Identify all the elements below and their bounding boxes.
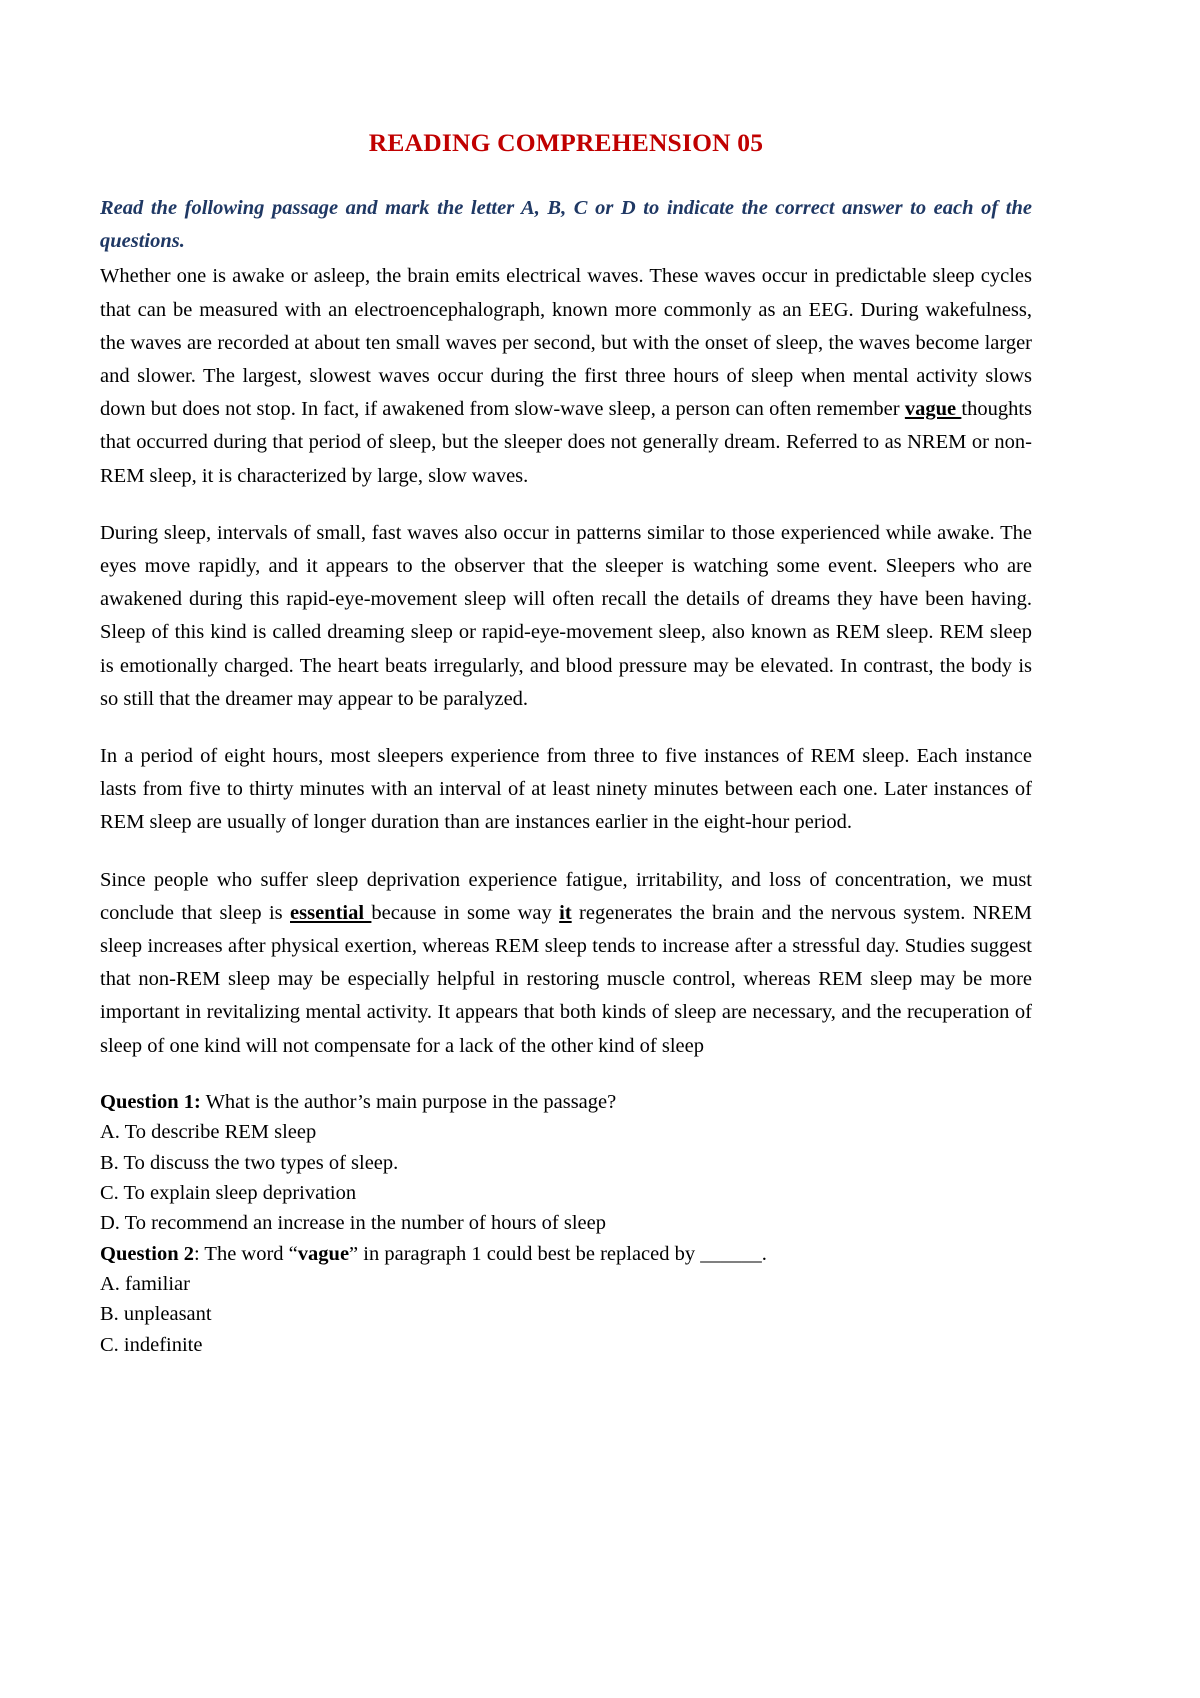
question-prompt xyxy=(100,1239,1032,1269)
question-emphasis-bold: vague xyxy=(297,1242,350,1265)
paragraph-emphasis-underline: vague xyxy=(904,398,962,421)
passage-paragraph xyxy=(100,864,1032,1063)
question-label: Question 2 xyxy=(100,1242,194,1265)
paragraph-text: During sleep, intervals of small, fast waves also occur in patterns similar to those experienced while awake. The eyes move rapidly, and it appears to the observer that the sleeper is watching some event. Sleepers who are awakened during this rapid-eye-movement sleep will often recall the details of dreams they have been having. Sleep of this kind is called dreaming sleep or rapid-eye-movement sleep, also known as REM sleep. REM sleep is emotionally charged. The heart beats irregularly, and blood pressure may be elevated. In contrast, the body is so still that the dreamer may appear to be paralyzed. xyxy=(100,521,1032,710)
paragraph-emphasis-underline: essential xyxy=(290,901,372,924)
paragraph-emphasis-underline: it xyxy=(559,901,572,924)
paragraph-text: regenerates the brain and the nervous system. NREM sleep increases after physical exertion, whereas REM sleep tends to increase after a stressful day. Studies suggest that non-REM sleep may be especially helpful in restoring muscle control, whereas REM sleep may be more important in revitalizing mental activity. It appears that both kinds of sleep are necessary, and the recuperation of sleep of one kind will not compensate for a lack of the other kind of sleep xyxy=(100,901,1032,1057)
answer-option[interactable]: A. To describe REM sleep xyxy=(100,1121,317,1144)
passage-body xyxy=(100,260,1032,1062)
questions-section xyxy=(100,1087,1032,1360)
passage-paragraph xyxy=(100,517,1032,716)
question-block xyxy=(100,1087,1032,1239)
paragraph-text: Whether one is awake or asleep, the brain emits electrical waves. These waves occur in predictable sleep cycles that can be measured with an electroencephalograph, known more commonly as an EEG. During wakefulness, the waves are recorded at about ten small waves per second, but with the onset of sleep, the waves become larger and slower. The largest, slowest waves occur during the first three hours of sleep when mental activity slows down but does not stop. In fact, if awakened from slow-wave sleep, a person can often remember xyxy=(100,265,1032,421)
question-label: Question 1: xyxy=(100,1090,201,1113)
page-title: READING COMPREHENSION 05 xyxy=(368,128,764,157)
answer-option[interactable]: C. To explain sleep deprivation xyxy=(100,1181,357,1204)
answer-option[interactable]: B. To discuss the two types of sleep. xyxy=(100,1151,399,1174)
answer-option[interactable]: C. indefinite xyxy=(100,1333,203,1356)
question-prompt xyxy=(100,1087,1032,1117)
paragraph-text: because in some way xyxy=(371,901,560,924)
question-text: What is the author’s main purpose in the passage? xyxy=(200,1090,617,1113)
question-block xyxy=(100,1239,1032,1360)
paragraph-text: Since people who suffer sleep deprivation experience fatigue, irritability, and loss of concentration, we must conclude that sleep is xyxy=(100,868,1032,924)
passage-paragraph xyxy=(100,260,1032,492)
paragraph-text: thoughts that occurred during that period of sleep, but the sleeper does not generally dream. Referred to as NREM or non-REM sleep, it is characterized by large, slow waves. xyxy=(100,398,1033,487)
answer-option[interactable]: A. familiar xyxy=(100,1272,190,1295)
question-text: : The word “ xyxy=(193,1242,298,1265)
instruction-text: Read the following passage and mark the letter A, B, C or D to indicate the correct answer to each of the questions. xyxy=(100,197,1032,253)
question-text: ” in paragraph 1 could best be replaced by ______. xyxy=(349,1242,767,1265)
paragraph-text: In a period of eight hours, most sleepers experience from three to five instances of REM sleep. Each instance lasts from five to thirty minutes with an interval of at least ninety minutes between each one. Later instances of REM sleep are usually of longer duration than are instances earlier in the eight-hour period. xyxy=(100,745,1032,834)
passage-paragraph xyxy=(100,740,1032,840)
answer-option[interactable]: D. To recommend an increase in the number of hours of sleep xyxy=(100,1212,606,1235)
answer-option[interactable]: B. unpleasant xyxy=(100,1303,212,1326)
